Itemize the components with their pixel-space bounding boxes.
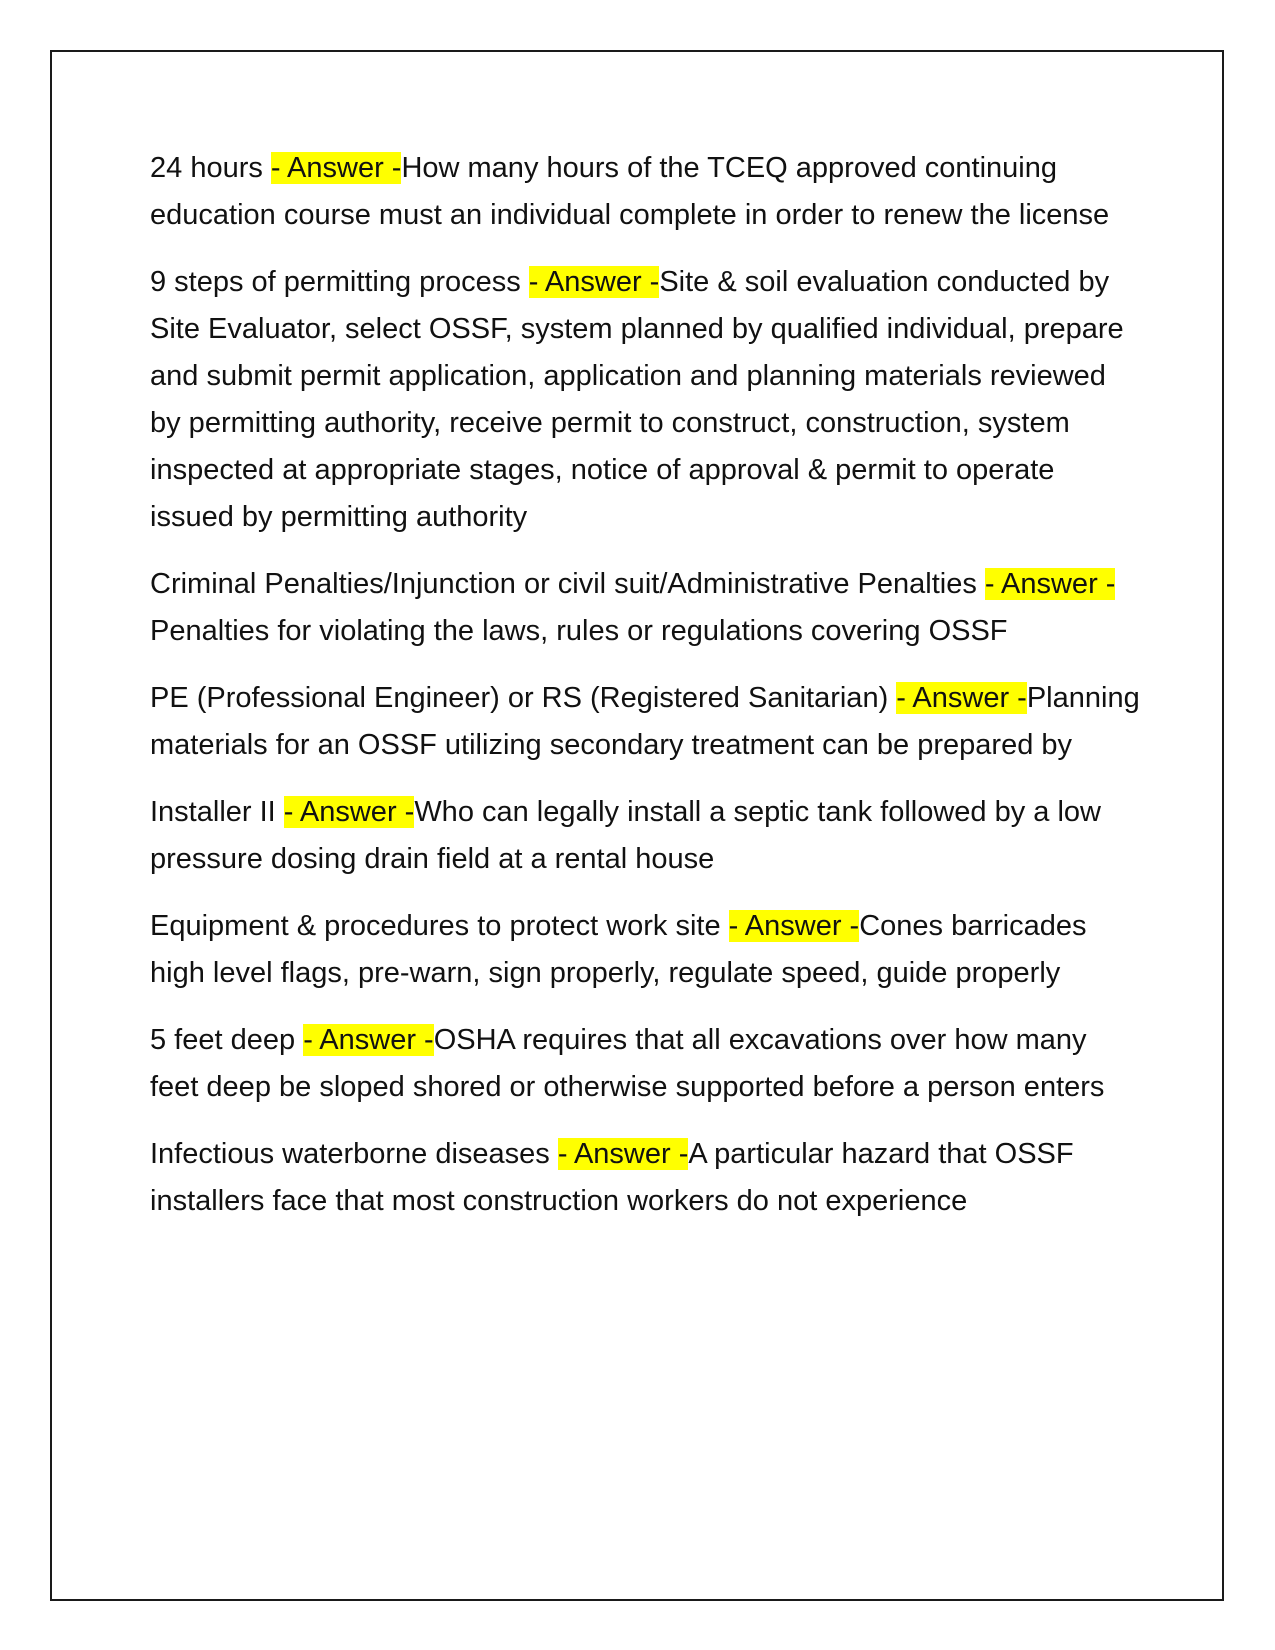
- entry-definition: Who can legally install a septic tank followed by a low pressure dosing drain field at a rental house: [150, 796, 1101, 875]
- answer-separator-highlight: - Answer -: [557, 1138, 689, 1170]
- entry-term: PE (Professional Engineer) or RS (Registered Sanitarian): [150, 682, 897, 714]
- entry-term: Infectious waterborne diseases: [150, 1138, 558, 1170]
- entry-definition: Site & soil evaluation conducted by Site Evaluator, select OSSF, system planned by qualified individual, prepare and submit permit application, application and planning materials reviewed by permitting authority, receive permit to construct, construction, system inspected at appropriate stages, notice of approval & permit to operate issued by permitting authority: [150, 266, 1124, 533]
- answer-separator-highlight: - Answer -: [728, 910, 860, 942]
- entry-definition: Cones barricades high level flags, pre-warn, sign properly, regulate speed, guide properly: [150, 910, 1087, 989]
- answer-separator-highlight: - Answer -: [303, 1024, 434, 1056]
- qa-entry: [150, 1131, 1140, 1225]
- entry-definition: How many hours of the TCEQ approved continuing education course must an individual complete in order to renew the license: [150, 152, 1110, 231]
- entry-definition: OSHA requires that all excavations over how many feet deep be sloped shored or otherwise supported before a person enters: [150, 1024, 1105, 1103]
- entry-term: 5 feet deep: [150, 1024, 304, 1056]
- qa-entry: [150, 259, 1140, 541]
- answer-separator-highlight: - Answer -: [896, 682, 1027, 714]
- answer-separator-highlight: - Answer -: [283, 796, 415, 828]
- entry-term: 24 hours: [150, 152, 271, 184]
- answer-separator-highlight: - Answer -: [528, 266, 660, 298]
- qa-entry: [150, 561, 1140, 655]
- qa-entry: [150, 903, 1140, 997]
- document-body: [150, 145, 1140, 1245]
- entry-definition: Planning materials for an OSSF utilizing secondary treatment can be prepared by: [150, 682, 1140, 761]
- entry-term: Equipment & procedures to protect work site: [150, 910, 729, 942]
- answer-separator-highlight: - Answer -: [270, 152, 402, 184]
- qa-entry: [150, 1017, 1140, 1111]
- answer-separator-highlight: - Answer -: [984, 568, 1116, 600]
- qa-entry: [150, 789, 1140, 883]
- entry-term: Installer II: [150, 796, 284, 828]
- entry-term: Criminal Penalties/Injunction or civil suit/Administrative Penalties: [150, 568, 985, 600]
- qa-entry: [150, 675, 1140, 769]
- entry-definition: Penalties for violating the laws, rules or regulations covering OSSF: [150, 615, 1008, 647]
- qa-entry: [150, 145, 1140, 239]
- entry-definition: A particular hazard that OSSF installers face that most construction workers do not experience: [150, 1138, 1074, 1217]
- entry-term: 9 steps of permitting process: [150, 266, 529, 298]
